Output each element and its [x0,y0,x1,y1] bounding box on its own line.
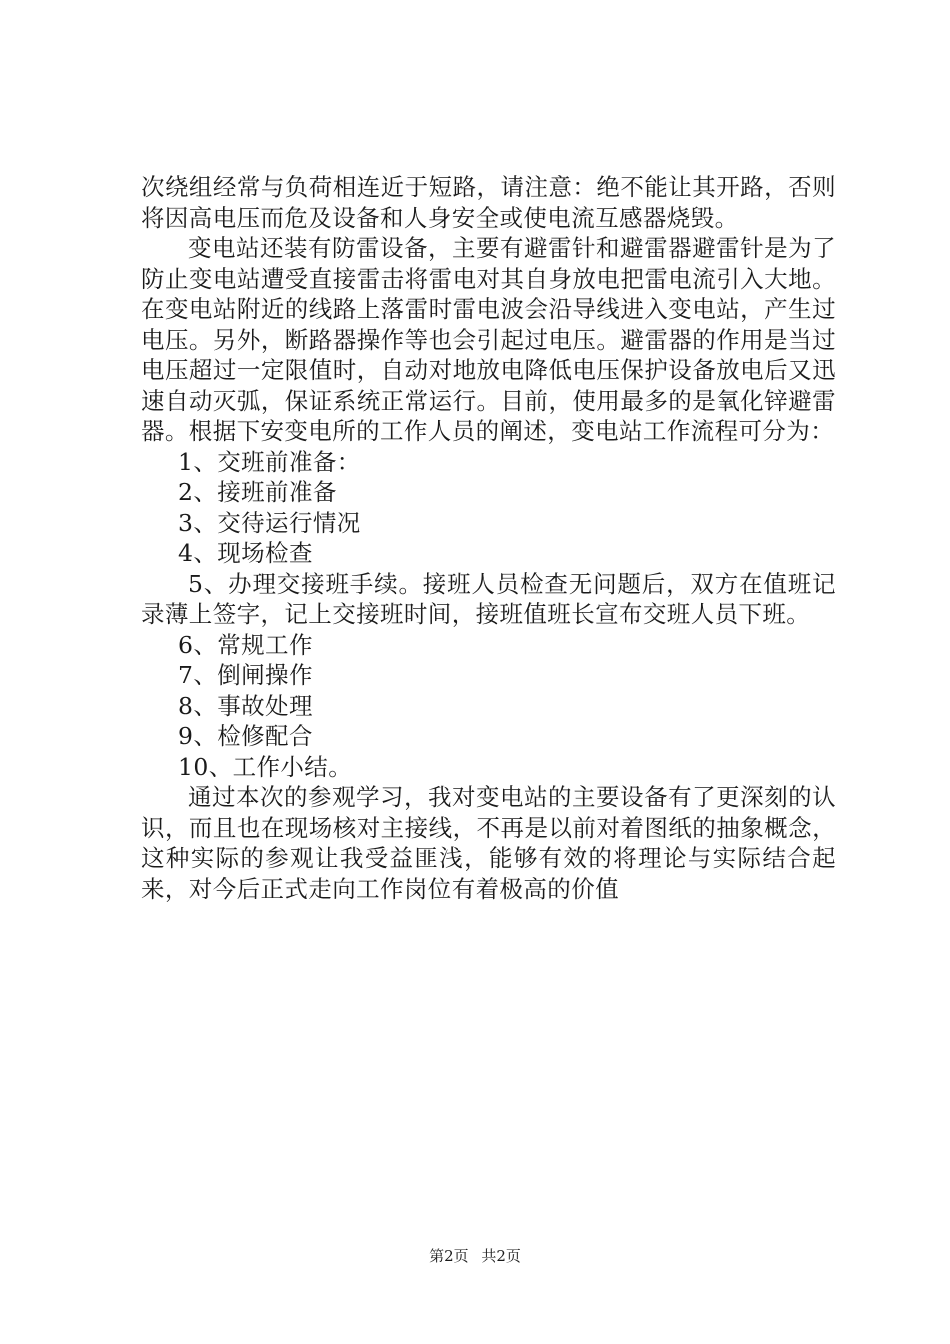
page-number: 第2页 [429,1247,469,1265]
list-item-step-9: 9、检修配合 [178,722,313,750]
list-item-step-5: 5、办理交接班手续。接班人员检查无问题后，双方在值班记录薄上签字，记上交接班时间，接班值班长宣布交班人员下班。 [141,569,836,628]
list-item-step-8: 8、事故处理 [178,691,313,720]
list-item-step-6: 6、常规工作 [178,630,313,659]
paragraph-conclusion: 通过本次的参观学习，我对变电站的主要设备有了更深刻的认识，而且也在现场核对主接线，不再是以前对着图纸的抽象概念，这种实际的参观让我受益匪浅，能够有效的将理论与实际结合起来，对今后正式走向工作岗位有着极高的价值 [141,783,836,903]
list-item-step-10: 10、工作小结。 [178,752,353,781]
page-total: 共2页 [481,1247,521,1265]
page-footer [0,1246,950,1266]
list-item-step-4: 4、现场检查 [178,539,313,567]
paragraph-continuation: 次绕组经常与负荷相连近于短路，请注意：绝不能让其开路，否则将因高电压而危及设备和人身安全或使电流互感器烧毁。 [141,173,836,232]
document-body [141,172,836,904]
list-item-step-1: 1、交班前准备： [178,447,361,476]
paragraph-lightning-protection: 变电站还装有防雷设备，主要有避雷针和避雷器避雷针是为了防止变电站遭受直接雷击将雷电对其自身放电把雷电流引入大地。在变电站附近的线路上落雷时雷电波会沿导线进入变电站，产生过电压。另外，断路器操作等也会引起过电压。避雷器的作用是当过电压超过一定限值时，自动对地放电降低电压保护设备放电后又迅速自动灭弧，保证系统正常运行。目前，使用最多的是氧化锌避雷器。根据下安变电所的工作人员的阐述，变电站工作流程可分为： [141,234,836,445]
list-item-step-7: 7、倒闸操作 [178,661,313,689]
list-item-step-2: 2、接班前准备 [178,478,337,506]
list-item-step-3: 3、交待运行情况 [178,508,361,537]
